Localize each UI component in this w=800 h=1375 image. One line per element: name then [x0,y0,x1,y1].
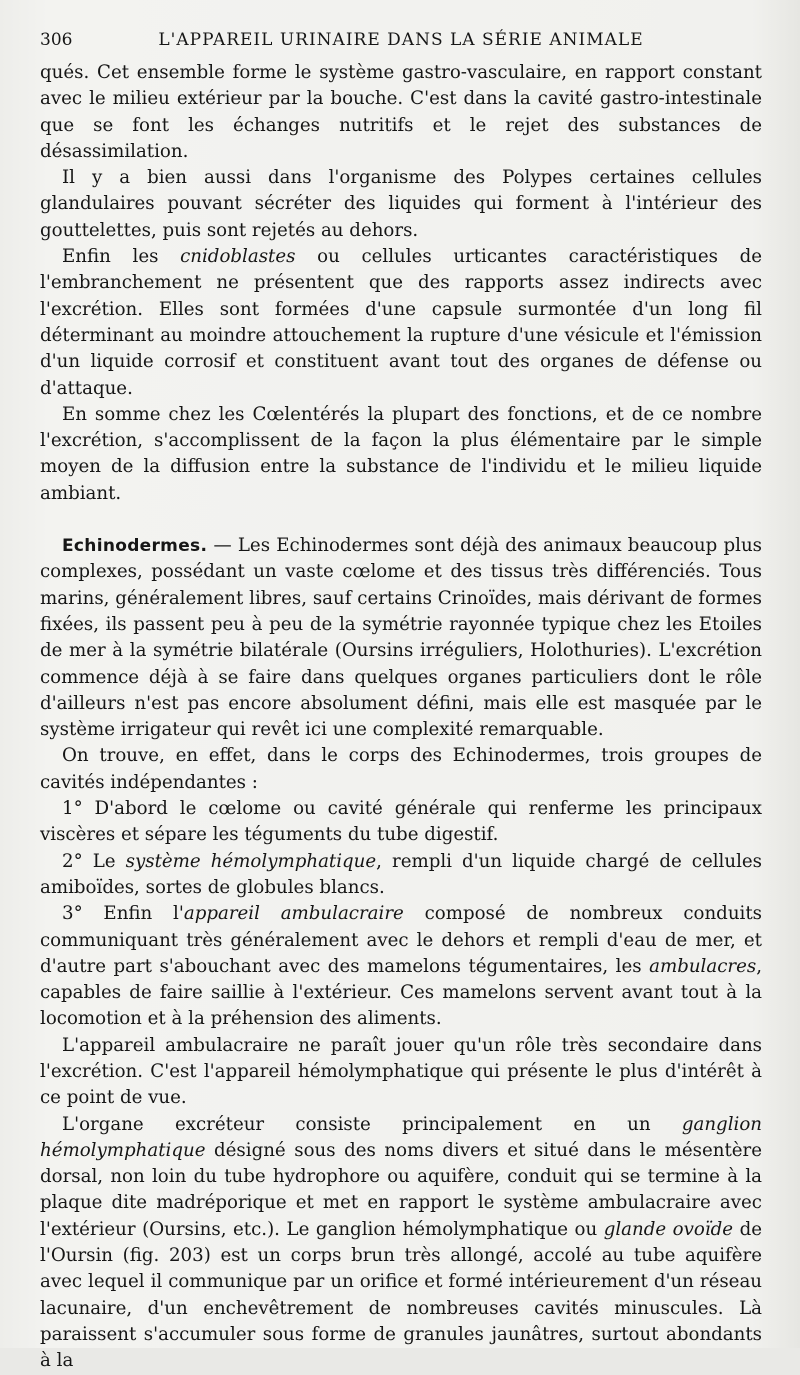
paragraph-ambulacraire-role: L'appareil ambulacraire ne paraît jouer qu'un rôle très secondaire dans l'excrétion. C'est l'appareil hémolymphatique qui présente le plus d'intérêt à ce point de vue. [40,1034,762,1109]
term-ambulacres: ambulacres [649,955,757,977]
term-ganglion-hemolymphatique: ganglion hémolymphatique [40,1113,762,1161]
paragraph-cnidoblastes: Enfin les cnidoblastes ou cellules urticantes caractéristiques de l'embranchement ne présentent que des rapports assez indirects avec l'excrétion. Elles sont formées d'une capsule surmontée d'un long fil déterminant au moindre attouchement la rupture d'une vésicule et l'émission d'un liquide corrosif et constituent avant tout des organes de défense ou d'attaque. [40,246,762,399]
page-header [40,30,762,56]
paragraph-continuation: qués. Cet ensemble forme le système gastro-vasculaire, en rapport constant avec le milieu extérieur par la bouche. C'est dans la cavité gastro-intestinale que se font les échanges nutritifs et le rejet des substances de désassimilation. [40,62,762,162]
list-item-hemolymphatique: 2° Le système hémolymphatique, rempli d'un liquide chargé de cellules amiboïdes, sortes de globules blancs. [40,850,762,898]
list-item-ambulacraire: 3° Enfin l'appareil ambulacraire composé de nombreux conduits communiquant très généralement avec le dehors et rempli d'eau de mer, et d'autre part s'abouchant avec des mamelons tégumentaires, les ambulacres, capables de faire saillie à l'extérieur. Ces mamelons servent avant tout à la locomotion et à la préhension des aliments. [40,903,762,1030]
paragraph-organe-excreteur: L'organe excréteur consiste principalement en un ganglion hémolymphatique désigné sous des noms divers et situé dans le mésentère dorsal, non loin du tube hydrophore ou aquifère, conduit qui se termine à la plaque dite madréporique et met en rapport le système ambulacraire avec l'extérieur (Oursins, etc.). Le ganglion hémolymphatique ou glande ovoïde de l'Oursin (fig. 203) est un corps brun très allongé, accolé au tube aquifère avec lequel il communique par un orifice et formé intérieurement d'un réseau lacunaire, d'un enchevêtrement de nombreuses cavités minuscules. Là paraissent s'accumuler sous forme de granules jaunâtres, surtout abondants à la [40,1113,763,1372]
section-heading-echinodermes: Echinodermes. [62,536,208,557]
term-cnidoblastes: cnidoblastes [180,246,296,268]
paragraph-glandular-cells: Il y a bien aussi dans l'organisme des Polypes certaines cellules glandulaires pouvant sécréter des liquides qui forment à l'intérieur des gouttelettes, puis sont rejetés au dehors. [40,167,762,241]
running-title: L'APPAREIL URINAIRE DANS LA SÉRIE ANIMALE [158,30,644,50]
body-text [40,60,762,1375]
paragraph-summary-coelenteres: En somme chez les Cœlentérés la plupart des fonctions, et de ce nombre l'excrétion, s'accomplissent de la façon la plus élémentaire par le simple moyen de la diffusion entre la substance de l'individu et le milieu liquide ambiant. [40,403,762,504]
term-glande-ovoide: glande ovoïde [603,1218,734,1240]
term-systeme-hemolymphatique: système hémolymphatique [125,850,377,872]
page-number: 306 [40,30,73,50]
term-appareil-ambulacraire: appareil ambulacraire [183,903,404,925]
paragraph-echinodermes-intro: Echinodermes. — Les Echinodermes sont déjà des animaux beaucoup plus complexes, possédant un vaste cœlome et des tissus très différenciés. Tous marins, généralement libres, sauf certains Crinoïdes, mais dérivant de formes fixées, ils passent peu à peu de la symétrie rayonnée typique chez les Etoiles de mer à la symétrie bilatérale (Oursins irréguliers, Holothuries). L'excrétion commence déjà à se faire dans quelques organes particuliers dont le rôle d'ailleurs n'est pas encore absolument défini, mais elle est masquée par le système irrigateur qui revêt ici une complexité remarquable. [40,535,762,741]
list-item-coelome: 1° D'abord le cœlome ou cavité générale qui renferme les principaux viscères et sépare les téguments du tube digestif. [40,798,762,846]
paragraph-cavites: On trouve, en effet, dans le corps des Echinodermes, trois groupes de cavités indépendantes : [40,745,762,793]
